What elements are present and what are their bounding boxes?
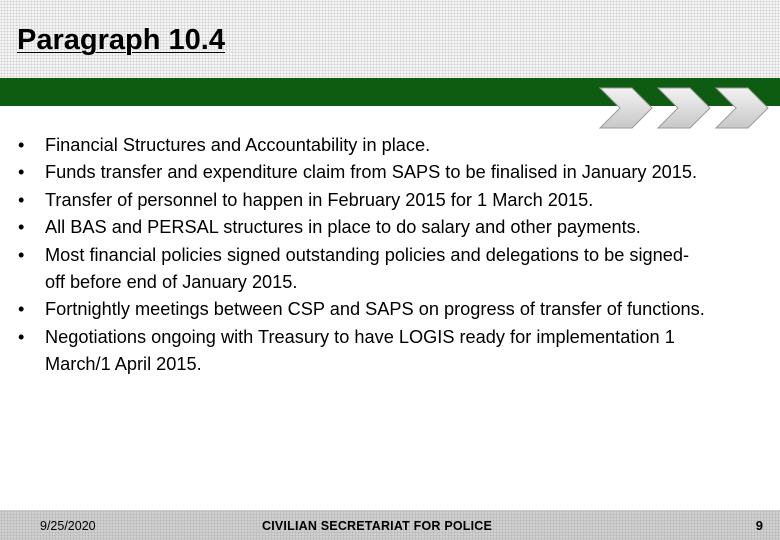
footer-organization: CIVILIAN SECRETARIAT FOR POLICE (262, 519, 493, 533)
bullet-item: • Financial Structures and Accountability in place. (18, 132, 708, 159)
chevron-right-icon (600, 88, 652, 128)
title-band (0, 0, 780, 78)
bullet-item: • Negotiations ongoing with Treasury to have LOGIS ready for implementation 1 March/1 April 2015. (18, 324, 708, 379)
chevron-right-icon (658, 88, 710, 128)
bullet-item: • Most financial policies signed outstanding policies and delegations to be signed-off before end of January 2015. (18, 242, 708, 297)
bullet-list (18, 132, 708, 379)
slide-title: Paragraph 10.4 (17, 24, 225, 56)
page-number: 9 (755, 518, 763, 533)
bullet-item: • Transfer of personnel to happen in February 2015 for 1 March 2015. (18, 187, 708, 214)
footer-date: 9/25/2020 (40, 519, 96, 533)
chevron-right-icon (716, 88, 768, 128)
bullet-item: • Funds transfer and expenditure claim from SAPS to be finalised in January 2015. (18, 159, 708, 186)
chevron-decoration (598, 86, 778, 130)
bullet-item: • All BAS and PERSAL structures in place to do salary and other payments. (18, 214, 708, 241)
slide-footer (0, 510, 780, 540)
bullet-item: • Fortnightly meetings between CSP and SAPS on progress of transfer of functions. (18, 296, 708, 323)
